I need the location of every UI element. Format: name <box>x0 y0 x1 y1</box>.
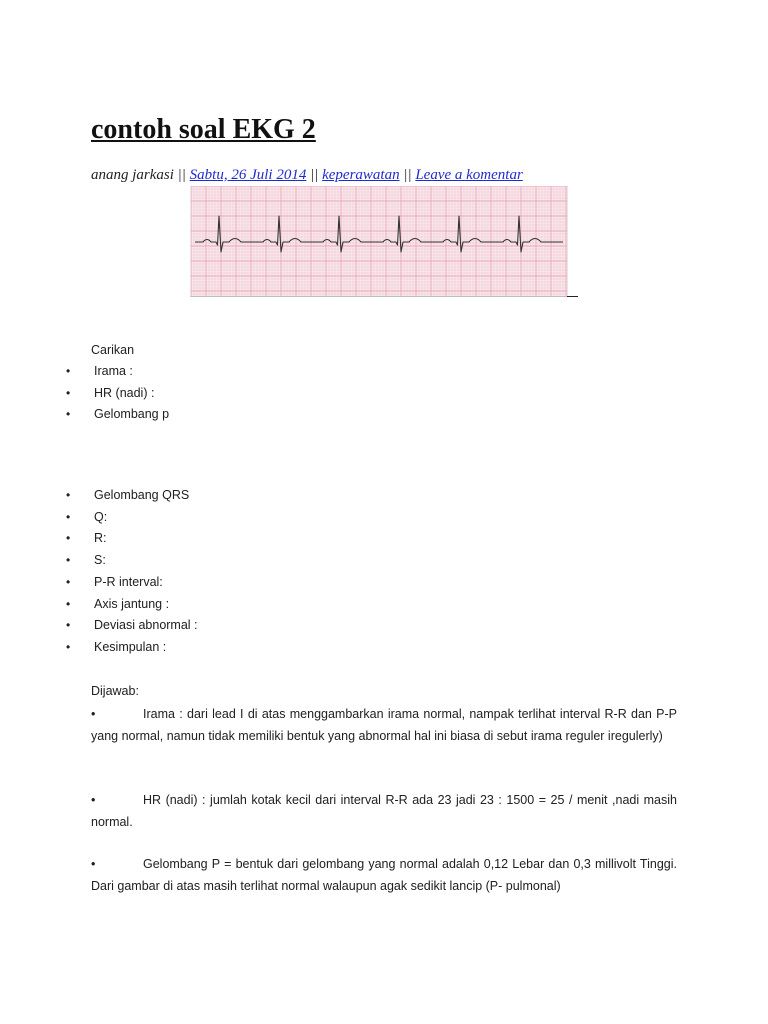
list-item-label: HR (nadi) : <box>94 386 155 400</box>
bullet-icon: • <box>66 597 71 611</box>
list-item <box>66 406 169 422</box>
list-item-label: Q: <box>94 510 108 524</box>
list-item <box>66 385 154 401</box>
meta-separator: || <box>399 167 416 183</box>
answer-text: Gelombang P = bentuk dari gelombang yang normal adalah 0,12 Lebar dan 0,3 millivolt Tinggi. Dari gambar di atas masih terlihat normal walaupun agak sedikit lancip (P- pulmonal) <box>91 857 677 893</box>
list-item-label: Axis jantung : <box>94 597 170 611</box>
list-item-label: P-R interval: <box>94 575 163 589</box>
bullet-icon: • <box>66 575 71 589</box>
list-item <box>66 363 133 379</box>
leave-comment-link[interactable]: Leave a komentar <box>415 167 523 183</box>
post-title: contoh soal EKG 2 <box>91 114 316 145</box>
bullet-icon: • <box>66 407 71 421</box>
bullet-icon: • <box>66 640 71 654</box>
answer-heading: Dijawab: <box>91 684 139 698</box>
answer-text: HR (nadi) : jumlah kotak kecil dari interval R-R ada 23 jadi 23 : 1500 = 25 / menit ,nadi masih normal. <box>91 793 677 829</box>
bullet-icon: • <box>66 618 71 632</box>
post-date-link[interactable]: Sabtu, 26 Juli 2014 <box>189 167 307 183</box>
bullet-icon: • <box>66 364 71 378</box>
answer-paragraph <box>91 853 677 897</box>
bullet-icon: • <box>91 707 96 721</box>
list-item <box>66 617 198 633</box>
bullet-icon: • <box>66 531 71 545</box>
post-meta <box>91 165 523 185</box>
image-link-underline <box>567 296 578 297</box>
ecg-strip-graphic <box>191 186 567 296</box>
list-item-label: R: <box>94 531 107 545</box>
list-item-label: Gelombang p <box>94 407 170 421</box>
author-name: anang jarkasi <box>91 167 174 183</box>
category-link[interactable]: keperawatan <box>322 167 400 183</box>
bullet-icon: • <box>66 553 71 567</box>
list-item <box>66 552 106 568</box>
bullet-icon: • <box>91 793 96 807</box>
list-item <box>66 509 107 525</box>
list-item-label: Kesimpulan : <box>94 640 167 654</box>
list-item <box>66 487 189 503</box>
answer-paragraph <box>91 703 677 747</box>
list-item-label: Gelombang QRS <box>94 488 190 502</box>
bullet-icon: • <box>91 857 96 871</box>
answer-paragraph <box>91 789 677 833</box>
meta-separator: || <box>173 167 190 183</box>
question-heading: Carikan <box>91 343 135 357</box>
meta-separator: || <box>306 167 323 183</box>
list-item-label: Irama : <box>94 364 133 378</box>
list-item-label: S: <box>94 553 106 567</box>
ecg-strip-image <box>190 186 568 297</box>
list-item-label: Deviasi abnormal : <box>94 618 198 632</box>
answer-text: Irama : dari lead I di atas menggambarkan irama normal, nampak terlihat interval R-R dan P-P yang normal, namun tidak memiliki bentuk yang abnormal hal ini biasa di sebut irama reguler iregulerly) <box>91 707 677 743</box>
list-item <box>66 596 169 612</box>
bullet-icon: • <box>66 488 71 502</box>
list-item <box>66 574 163 590</box>
list-item <box>66 530 107 546</box>
bullet-icon: • <box>66 386 71 400</box>
bullet-icon: • <box>66 510 71 524</box>
list-item <box>66 639 166 655</box>
